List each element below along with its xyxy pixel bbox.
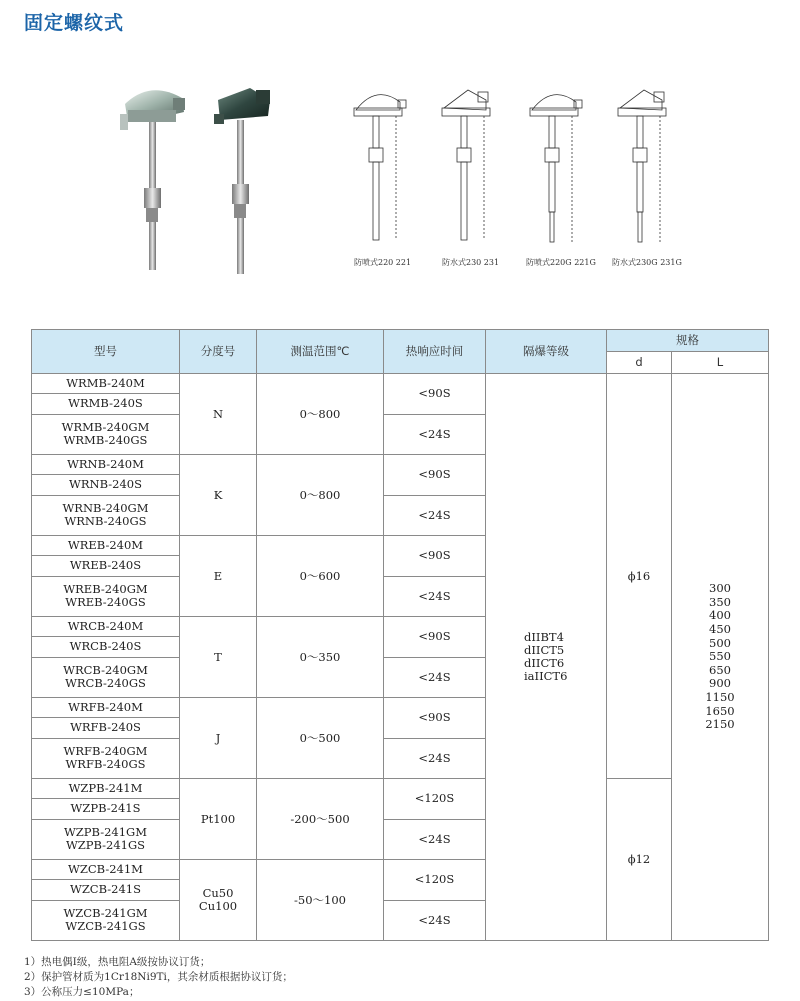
- drawing-220-221: [354, 95, 406, 240]
- model-name: WRCB-240GS: [65, 676, 146, 691]
- model-name: WZCB-241GS: [65, 919, 146, 934]
- model-name: WREB-240GS: [65, 595, 146, 610]
- model-cell: [32, 414, 180, 455]
- page-title: 固定螺纹式: [24, 12, 125, 34]
- model-name: WZPB-241GS: [65, 838, 146, 853]
- header-division: 分度号: [180, 330, 257, 374]
- model-cell: WREB-240M: [32, 536, 180, 556]
- drawing-230-231: [442, 90, 490, 240]
- model-cell: WZPB-241S: [32, 799, 180, 819]
- division-cell: Pt100: [180, 779, 257, 860]
- response-cell: <24S: [384, 900, 486, 941]
- response-cell: <90S: [384, 617, 486, 658]
- model-cell: WRFB-240S: [32, 718, 180, 738]
- division-cell: N: [180, 374, 257, 455]
- header-spec: 规格: [607, 330, 769, 352]
- response-cell: <90S: [384, 374, 486, 415]
- model-cell: WRNB-240M: [32, 455, 180, 475]
- model-cell: [32, 819, 180, 860]
- explosion-cell: dIIBT4 dIICT5 dIICT6 iaIICT6: [486, 374, 607, 941]
- response-cell: <90S: [384, 455, 486, 496]
- model-cell: WZCB-241M: [32, 860, 180, 880]
- note-item: 2）保护管材质为1Cr18Ni9Ti，其余材质根据协议订货；: [24, 971, 293, 983]
- response-cell: <24S: [384, 576, 486, 617]
- dark-thermocouple-photo: [214, 88, 270, 274]
- model-cell: WRCB-240S: [32, 637, 180, 657]
- drawing-220g-221g: [530, 95, 582, 242]
- header-explosion: 隔爆等级: [486, 330, 607, 374]
- division-cell: E: [180, 536, 257, 617]
- model-cell: WRFB-240M: [32, 698, 180, 718]
- response-cell: <24S: [384, 657, 486, 698]
- response-cell: <24S: [384, 819, 486, 860]
- model-cell: WZPB-241M: [32, 779, 180, 799]
- response-cell: <90S: [384, 536, 486, 577]
- model-cell: WRMB-240S: [32, 394, 180, 414]
- model-cell: [32, 576, 180, 617]
- range-cell: 0～350: [257, 617, 384, 698]
- model-name: WRMB-240GS: [63, 433, 148, 448]
- d-cell: ϕ16: [607, 374, 672, 779]
- response-cell: <120S: [384, 860, 486, 901]
- header-d: d: [607, 352, 672, 374]
- range-cell: 0～800: [257, 455, 384, 536]
- L-cell: 300 350 400 450 500 550 650 900 1150 1650 2150: [672, 374, 769, 941]
- range-cell: 0～500: [257, 698, 384, 779]
- division-cell: Cu50 Cu100: [180, 860, 257, 941]
- grey-thermocouple-photo: [120, 90, 185, 270]
- range-cell: -50～100: [257, 860, 384, 941]
- division-cell: J: [180, 698, 257, 779]
- drawing-230g-231g: [618, 90, 666, 242]
- model-cell: WRCB-240M: [32, 617, 180, 637]
- model-name: WRMB-240GM: [61, 420, 150, 435]
- spec-table: [31, 329, 769, 941]
- header-response: 热响应时间: [384, 330, 486, 374]
- caption-220g-221g: 防喷式220G 221G: [526, 258, 596, 267]
- d-cell: ϕ12: [607, 779, 672, 941]
- technical-drawings: [340, 70, 780, 275]
- response-cell: <90S: [384, 698, 486, 739]
- division-cell: T: [180, 617, 257, 698]
- model-name: WREB-240GM: [63, 582, 148, 597]
- response-cell: <24S: [384, 414, 486, 455]
- notes: [24, 955, 293, 1000]
- model-cell: [32, 657, 180, 698]
- division-cell: K: [180, 455, 257, 536]
- product-photos: [110, 70, 320, 280]
- note-item: 3）公称压力≤10MPa；: [24, 986, 140, 998]
- model-name: WRNB-240GS: [64, 514, 147, 529]
- header-model: 型号: [32, 330, 180, 374]
- response-cell: <120S: [384, 779, 486, 820]
- model-cell: [32, 900, 180, 941]
- caption-230g-231g: 防水式230G 231G: [612, 258, 682, 267]
- response-cell: <24S: [384, 738, 486, 779]
- response-cell: <24S: [384, 495, 486, 536]
- model-cell: [32, 738, 180, 779]
- model-name: WRFB-240GS: [65, 757, 146, 772]
- model-cell: WRMB-240M: [32, 374, 180, 394]
- caption-220-221: 防喷式220 221: [354, 258, 412, 267]
- range-cell: -200～500: [257, 779, 384, 860]
- header-range: 测温范围℃: [257, 330, 384, 374]
- header-L: L: [672, 352, 769, 374]
- table-row: [32, 374, 769, 394]
- model-name: WRNB-240GM: [62, 501, 149, 516]
- model-name: WZPB-241GM: [63, 825, 147, 840]
- table-row: [32, 779, 769, 799]
- range-cell: 0～600: [257, 536, 384, 617]
- model-name: WRFB-240GM: [63, 744, 148, 759]
- model-cell: WREB-240S: [32, 556, 180, 576]
- model-name: WZCB-241GM: [63, 906, 148, 921]
- note-item: 1）热电偶I级，热电阻A级按协议订货；: [24, 956, 211, 968]
- caption-230-231: 防水式230 231: [442, 258, 500, 267]
- model-name: WRCB-240GM: [63, 663, 148, 678]
- range-cell: 0～800: [257, 374, 384, 455]
- model-cell: WRNB-240S: [32, 475, 180, 495]
- model-cell: WZCB-241S: [32, 880, 180, 900]
- model-cell: [32, 495, 180, 536]
